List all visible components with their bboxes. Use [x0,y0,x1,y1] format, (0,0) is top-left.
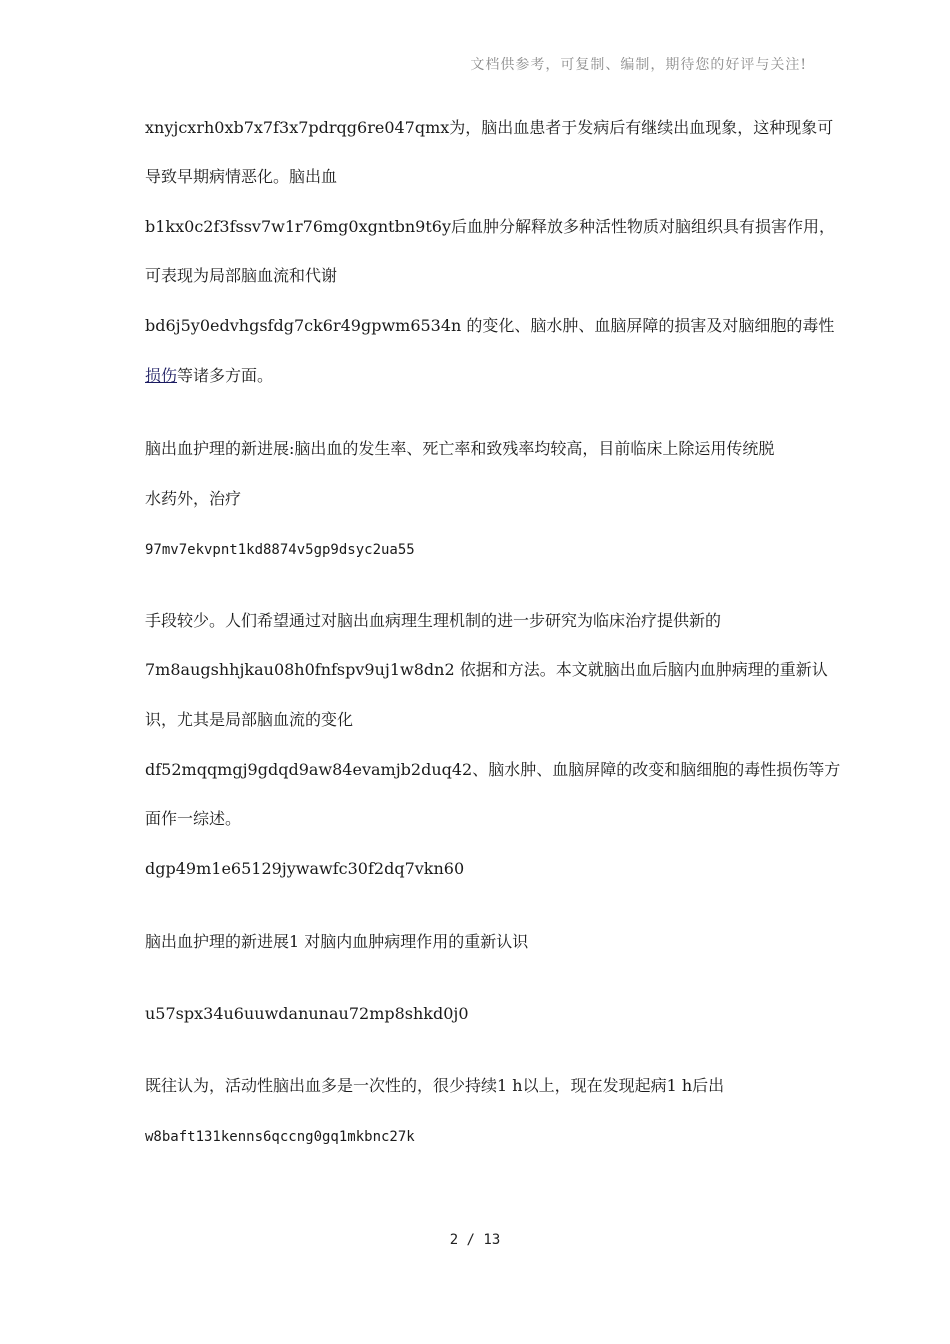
text-line: 既往认为，活动性脑出血多是一次性的，很少持续1 h以上，现在发现起病1 h后出 [145,1076,725,1095]
text-line: 脑出血护理的新进展:脑出血的发生率、死亡率和致残率均较高，目前临床上除运用传统脱 [145,439,775,458]
text-line: 面作一综述。 [145,809,242,828]
text-line: 手段较少。人们希望通过对脑出血病理生理机制的进一步研究为临床治疗提供新的 [145,611,722,630]
text-line: 水药外，治疗 [145,489,242,508]
text-line: 7m8augshhjkau08h0fnfspv9uj1w8dn2 依据和方法。本文就脑出血后脑内血肿病理的重新认 [145,660,828,679]
section-heading: 脑出血护理的新进展1 对脑内血肿病理作用的重新认识 [145,932,529,951]
header-note: 文档供参考，可复制、编制，期待您的好评与关注! [470,57,807,73]
text-line: 导致早期病情恶化。脑出血 [145,167,338,186]
text-line: df52mqqmgj9gdqd9aw84evamjb2duq42、脑水肿、血脑屏障的改变和脑细胞的毒性损伤等方 [145,760,841,779]
text-line: 可表现为局部脑血流和代谢 [145,266,338,285]
text-line: b1kx0c2f3fssv7w1r76mg0xgntbn9t6y后血肿分解释放多种活性物质对脑组织具有损害作用， [145,217,835,236]
text-span: 等诸多方面。 [177,366,274,385]
code-line: w8baft131kenns6qccng0gq1mkbnc27k [145,1129,415,1145]
page-number: 2 / 13 [449,1232,501,1248]
code-line: 97mv7ekvpnt1kd8874v5gp9dsyc2ua55 [145,542,415,558]
text-line [145,366,273,386]
text-line: 识，尤其是局部脑血流的变化 [145,710,354,729]
text-line: dgp49m1e65129jywawfc30f2dq7vkn60 [145,859,465,878]
text-line: xnyjcxrh0xb7x7f3x7pdrqg6re047qmx为，脑出血患者于发病后有继续出血现象，这种现象可 [145,118,834,137]
text-line: u57spx34u6uuwdanunau72mp8shkd0j0 [145,1004,469,1023]
injury-link[interactable]: 损伤 [145,366,178,385]
text-line: bd6j5y0edvhgsfdg7ck6r49gpwm6534n 的变化、脑水肿、血脑屏障的损害及对脑细胞的毒性 [145,316,835,335]
